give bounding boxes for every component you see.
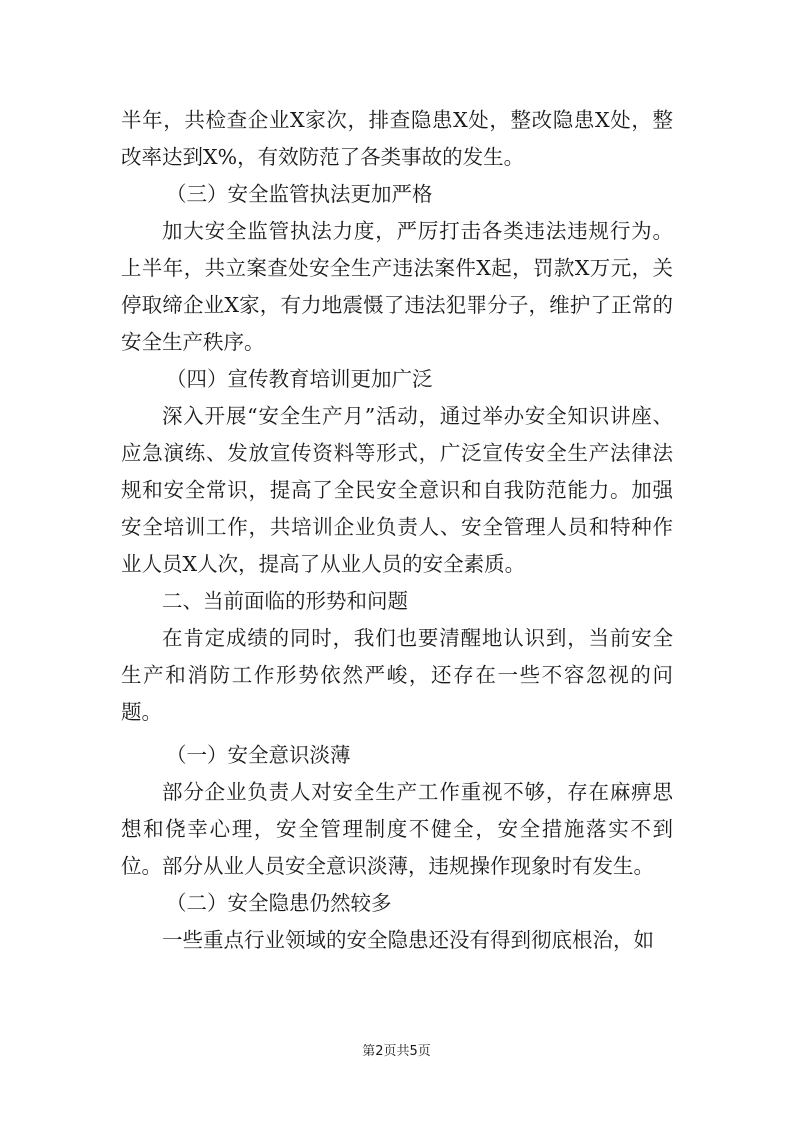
paragraph-hazards: 一些重点行业领域的安全隐患还没有得到彻底根治，如 xyxy=(162,928,654,952)
paragraph-continuation: 半年，共检查企业X家次，排查隐患X处，整改隐患X处，整改率达到X%，有效防范了各类事故的发生。 xyxy=(121,108,673,169)
section-heading-3: （三）安全监管执法更加严格 xyxy=(166,182,433,206)
page-number-footer: 第2页共5页 xyxy=(362,1044,431,1059)
section-heading-4: （四）宣传教育培训更加广泛 xyxy=(166,367,433,391)
section-heading-2: （二）安全隐患仍然较多 xyxy=(166,891,392,915)
paragraph-publicity: 深入开展“安全生产月”活动，通过举办安全知识讲座、应急演练、发放宣传资料等形式，广泛宣传安全生产法律法规和安全常识，提高了全民安全意识和自我防范能力。加强安全培训工作，共培训企业负责人、安全管理人员和特种作业人员X人次，提高了从业人员的安全素质。 xyxy=(121,404,673,576)
paragraph-awareness: 部分企业负责人对安全生产工作重视不够，存在麻痹思想和侥幸心理，安全管理制度不健全，安全措施落实不到位。部分从业人员安全意识淡薄，违规操作现象时有发生。 xyxy=(121,780,673,878)
paragraph-situation: 在肯定成绩的同时，我们也要清醒地认识到，当前安全生产和消防工作形势依然严峻，还存在一些不容忽视的问题。 xyxy=(121,626,673,724)
chapter-heading-2: 二、当前面临的形势和问题 xyxy=(162,589,408,613)
paragraph-enforcement: 加大安全监管执法力度，严厉打击各类违法违规行为。上半年，共立案查处安全生产违法案件X起，罚款X万元，关停取缔企业X家，有力地震慑了违法犯罪分子，维护了正常的安全生产秩序。 xyxy=(121,219,673,354)
section-heading-1: （一）安全意识淡薄 xyxy=(166,743,351,767)
document-body xyxy=(121,102,673,959)
